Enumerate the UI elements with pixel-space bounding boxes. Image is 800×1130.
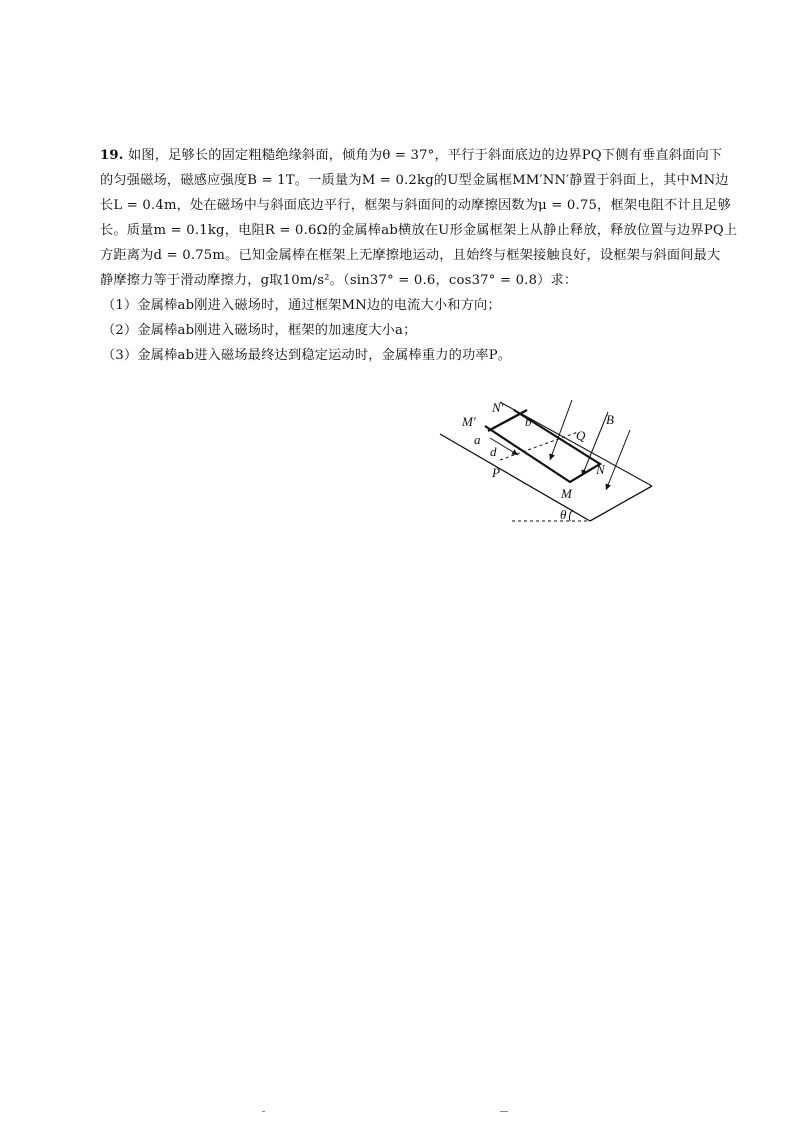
label-n: N bbox=[596, 462, 605, 477]
label-m-prime: M′ bbox=[462, 414, 476, 429]
label-p: P bbox=[492, 465, 500, 480]
label-b: b bbox=[525, 414, 532, 429]
problem-stem-line-1: 19. 如图，足够长的固定粗糙绝缘斜面，倾角为θ = 37°，平行于斜面底边的边界PQ下侧有垂直斜面向下 bbox=[100, 148, 723, 163]
label-theta: θ bbox=[560, 507, 567, 522]
label-m: M bbox=[561, 486, 572, 501]
problem-19 bbox=[100, 143, 738, 368]
label-q: Q bbox=[576, 428, 586, 443]
question-3: （3）金属棒ab进入磁场最终达到稳定运动时，金属棒重力的功率P。 bbox=[102, 348, 512, 363]
boundary-pq bbox=[500, 432, 578, 460]
scan-mark-right bbox=[500, 1111, 508, 1112]
problem-stem-line-2: 的匀强磁场，磁感应强度B = 1T。一质量为M = 0.2kg的U型金属框MM′NN′静置于斜面上，其中MN边 bbox=[100, 173, 729, 188]
question-list bbox=[100, 293, 700, 368]
problem-stem-line-5: 方距离为d = 0.75m。已知金属棒在框架上无摩擦地运动，且始终与框架接触良好，设框架与斜面间最大 bbox=[100, 248, 721, 263]
label-b-field: B bbox=[606, 412, 614, 427]
incline-bottom-edge bbox=[590, 486, 652, 521]
label-d: d bbox=[490, 444, 497, 459]
label-n-prime: N′ bbox=[492, 400, 504, 415]
question-2: （2）金属棒ab刚进入磁场时，框架的加速度大小a； bbox=[102, 323, 417, 338]
problem-stem-line-4: 长。质量m = 0.1kg，电阻R = 0.6Ω的金属棒ab横放在U形金属框架上从静止释放，释放位置与边界PQ上 bbox=[100, 223, 738, 238]
scan-mark-left bbox=[262, 1111, 265, 1112]
problem-stem-line-6: 静摩擦力等于滑动摩擦力，g取10m/s²。（sin37° = 0.6，cos37° = 0.8）求： bbox=[100, 273, 578, 288]
label-a: a bbox=[474, 432, 481, 447]
theta-arc bbox=[569, 510, 573, 521]
field-arrow-1 bbox=[550, 400, 572, 460]
problem-number: 19. bbox=[100, 148, 124, 163]
question-1: （1）金属棒ab刚进入磁场时，通过框架MN边的电流大小和方向； bbox=[102, 298, 501, 313]
problem-stem-line-3: 长L = 0.4m，处在磁场中与斜面底边平行，框架与斜面间的动摩擦因数为μ = 0.75，框架电阻不计且足够 bbox=[100, 198, 731, 213]
field-arrow-3 bbox=[606, 430, 630, 490]
incline-diagram bbox=[430, 398, 660, 528]
